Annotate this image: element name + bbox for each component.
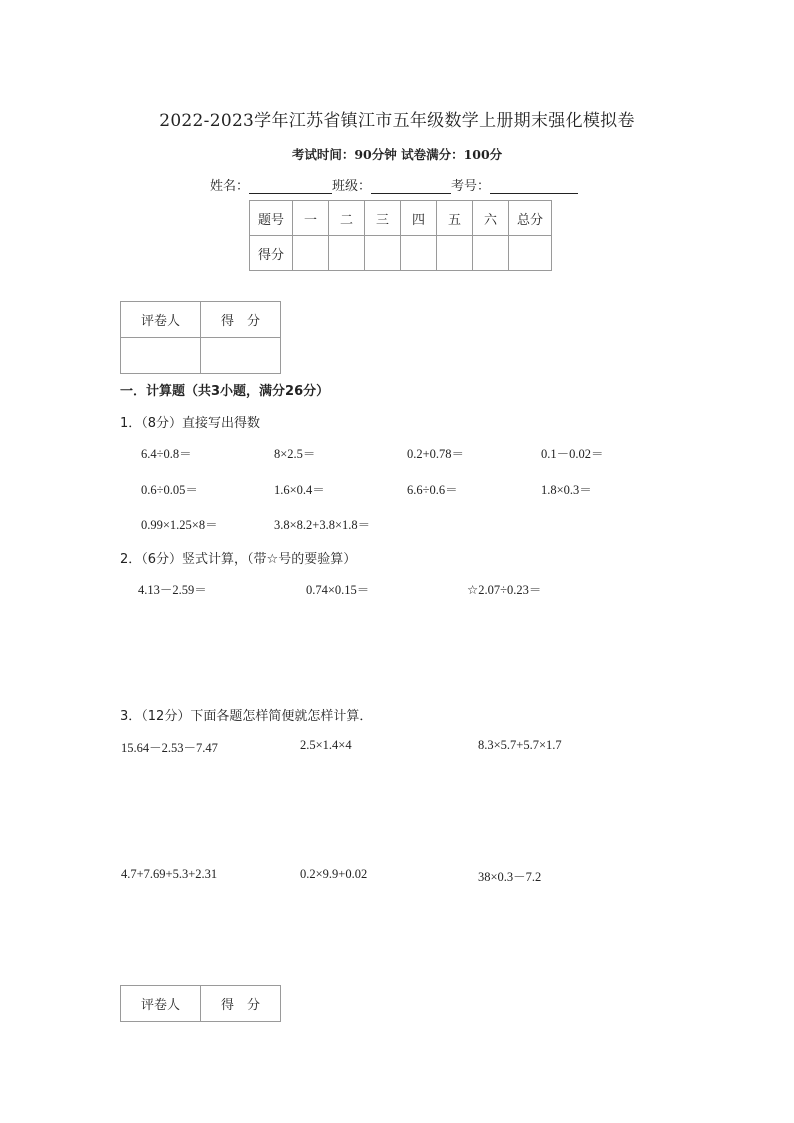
q3-expression: 15.64－2.53－7.47 [121, 741, 218, 755]
q1-expression: 0.1－0.02＝ [541, 447, 604, 461]
q2-expression: ☆2.07÷0.23＝ [467, 583, 542, 597]
grader-label: 评卷人 [121, 986, 201, 1022]
q3-expression: 4.7+7.69+5.3+2.31 [121, 867, 218, 881]
grader-label: 评卷人 [121, 302, 201, 338]
question-3-title: 3．（12分）下面各题怎样简便就怎样计算． [120, 709, 373, 724]
q2-expression: 0.74×0.15＝ [306, 583, 370, 597]
score-cell[interactable] [365, 236, 401, 271]
question-1-title: 1．（8分）直接写出得数 [120, 416, 261, 431]
score-value-row [250, 236, 552, 271]
student-info-line [210, 175, 578, 194]
score-cell[interactable] [509, 236, 552, 271]
q1-expression: 1.6×0.4＝ [274, 483, 325, 497]
class-blank[interactable] [371, 179, 451, 194]
grader-name-cell[interactable] [121, 338, 201, 374]
score-table [249, 200, 552, 271]
score-cell[interactable] [293, 236, 329, 271]
q2-expression: 4.13－2.59＝ [138, 583, 207, 597]
header-cell: 总分 [509, 201, 552, 236]
q1-expression: 6.4÷0.8＝ [141, 447, 192, 461]
header-cell: 四 [401, 201, 437, 236]
grader-score-cell[interactable] [201, 338, 281, 374]
score-cell[interactable] [437, 236, 473, 271]
q3-expression: 0.2×9.9+0.02 [300, 867, 368, 881]
exam-subtitle: 考试时间：90分钟 试卷满分：100分 [291, 147, 503, 162]
name-blank[interactable] [249, 179, 332, 194]
score-header-row [250, 201, 552, 236]
q3-expression: 2.5×1.4×4 [300, 738, 352, 752]
grader-box [120, 985, 281, 1022]
header-cell: 三 [365, 201, 401, 236]
q1-expression: 6.6÷0.6＝ [407, 483, 458, 497]
score-row-label: 得分 [250, 236, 293, 271]
header-cell: 题号 [250, 201, 293, 236]
id-blank[interactable] [490, 179, 578, 194]
score-cell[interactable] [401, 236, 437, 271]
question-2-title: 2．（6分）竖式计算，（带☆号的要验算） [120, 552, 357, 567]
q1-expression: 8×2.5＝ [274, 447, 316, 461]
score-cell[interactable] [473, 236, 509, 271]
score-cell[interactable] [329, 236, 365, 271]
name-label: 姓名： [210, 179, 250, 194]
q1-expression: 0.99×1.25×8＝ [141, 518, 218, 532]
grader-score-label: 得 分 [201, 986, 281, 1022]
header-cell: 五 [437, 201, 473, 236]
grader-box [120, 301, 281, 374]
q3-expression: 38×0.3－7.2 [478, 870, 542, 884]
class-label: 班级： [332, 179, 372, 194]
section-heading: 一．计算题（共3小题，满分26分） [120, 384, 330, 399]
header-cell: 二 [329, 201, 365, 236]
header-cell: 六 [473, 201, 509, 236]
id-label: 考号： [451, 179, 491, 194]
q3-expression: 8.3×5.7+5.7×1.7 [478, 738, 562, 752]
page-title: 2022-2023学年江苏省镇江市五年级数学上册期末强化模拟卷 [159, 111, 635, 131]
q1-expression: 0.2+0.78＝ [407, 447, 465, 461]
q1-expression: 3.8×8.2+3.8×1.8＝ [274, 518, 371, 532]
q1-expression: 1.8×0.3＝ [541, 483, 592, 497]
q1-expression: 0.6÷0.05＝ [141, 483, 198, 497]
header-cell: 一 [293, 201, 329, 236]
grader-score-label: 得 分 [201, 302, 281, 338]
